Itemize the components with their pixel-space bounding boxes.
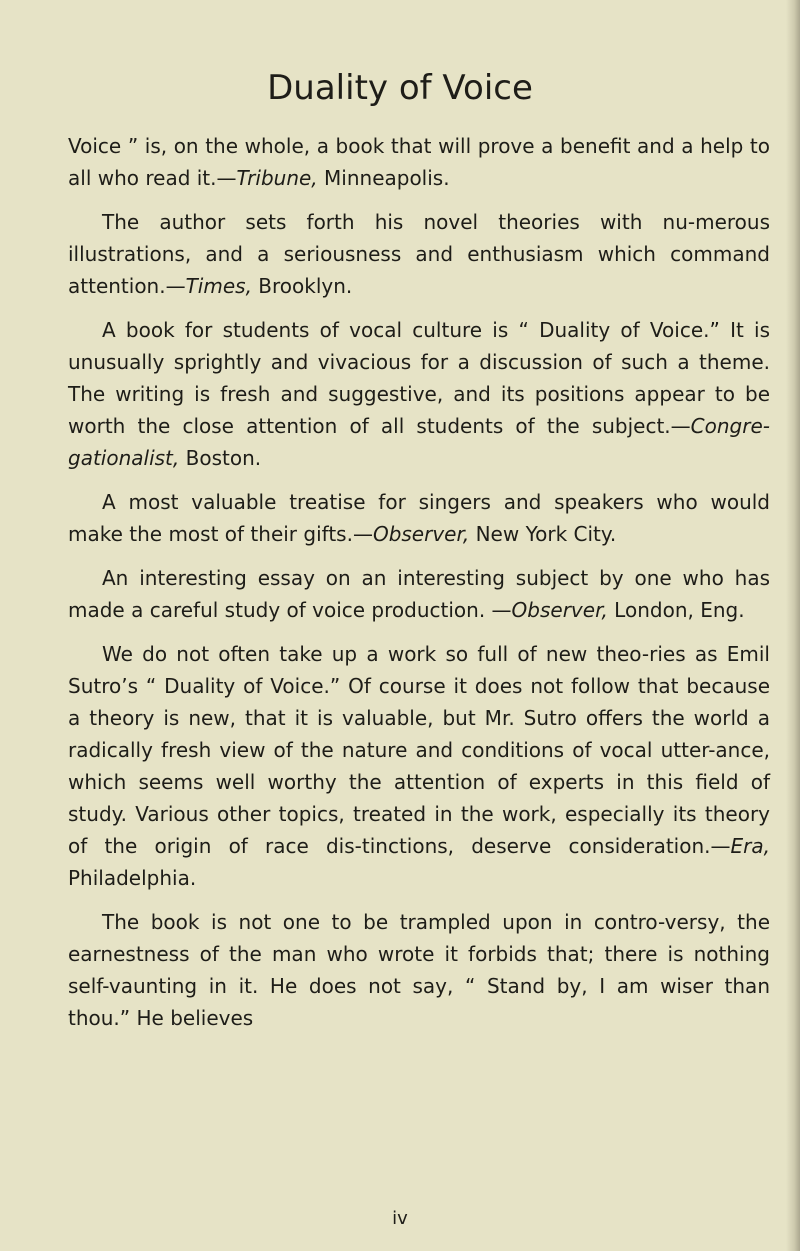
review-paragraph bbox=[68, 906, 770, 1034]
review-text: The author sets forth his novel theories with nu-merous illustrations, and a seriousness and enthusiasm which command attention.— bbox=[68, 210, 770, 298]
review-paragraph bbox=[68, 206, 770, 302]
review-text: Voice ” is, on the whole, a book that will prove a benefit and a help to all who read it.— bbox=[68, 134, 770, 190]
review-text: A book for students of vocal culture is “ Duality of Voice.” It is unusually sprightly and vivacious for a discussion of such a theme. The writing is fresh and suggestive, and its positions appear to be worth the close attention of all students of the subject.— bbox=[68, 318, 770, 438]
review-source: Times, bbox=[185, 274, 252, 298]
review-paragraph bbox=[68, 638, 770, 894]
review-text: A most valuable treatise for singers and speakers who would make the most of their gifts.— bbox=[68, 490, 770, 546]
review-text: We do not often take up a work so full of new theo-ries as Emil Sutro’s “ Duality of Voice.” Of course it does not follow that because a theory is new, that it is valuable, but Mr. Sutro offers the world a radically fresh view of the nature and conditions of vocal utter-ance, which seems well worthy the attention of experts in this field of study. Various other topics, treated in the work, especially its theory of the origin of race dis-tinctions, deserve consideration.— bbox=[68, 642, 770, 858]
page-edge-shadow bbox=[786, 0, 800, 1251]
review-place: Brooklyn. bbox=[251, 274, 353, 298]
review-place: Minneapolis. bbox=[317, 166, 450, 190]
review-source: Observer, bbox=[511, 598, 608, 622]
review-source: Tribune, bbox=[236, 166, 318, 190]
review-source: Era, bbox=[730, 834, 770, 858]
review-paragraph bbox=[68, 130, 770, 194]
review-place: Boston. bbox=[179, 446, 262, 470]
review-paragraph bbox=[68, 486, 770, 550]
page-title: Duality of Voice bbox=[267, 68, 533, 108]
page-number: iv bbox=[392, 1208, 408, 1229]
review-place: New York City. bbox=[469, 522, 617, 546]
review-text: An interesting essay on an interesting subject by one who has made a careful study of voice production. — bbox=[68, 566, 770, 622]
review-place: London, Eng. bbox=[607, 598, 745, 622]
reviews-text bbox=[68, 130, 770, 1046]
review-paragraph bbox=[68, 314, 770, 474]
review-text: The book is not one to be trampled upon in contro-versy, the earnestness of the man who wrote it forbids that; there is nothing self-vaunting in it. He does not say, “ Stand by, I am wiser than thou.” He believes bbox=[68, 910, 770, 1030]
review-paragraph bbox=[68, 562, 770, 626]
review-source: Congre-gationalist, bbox=[68, 414, 770, 470]
review-place: Philadelphia. bbox=[68, 866, 197, 890]
review-source: Observer, bbox=[372, 522, 470, 546]
